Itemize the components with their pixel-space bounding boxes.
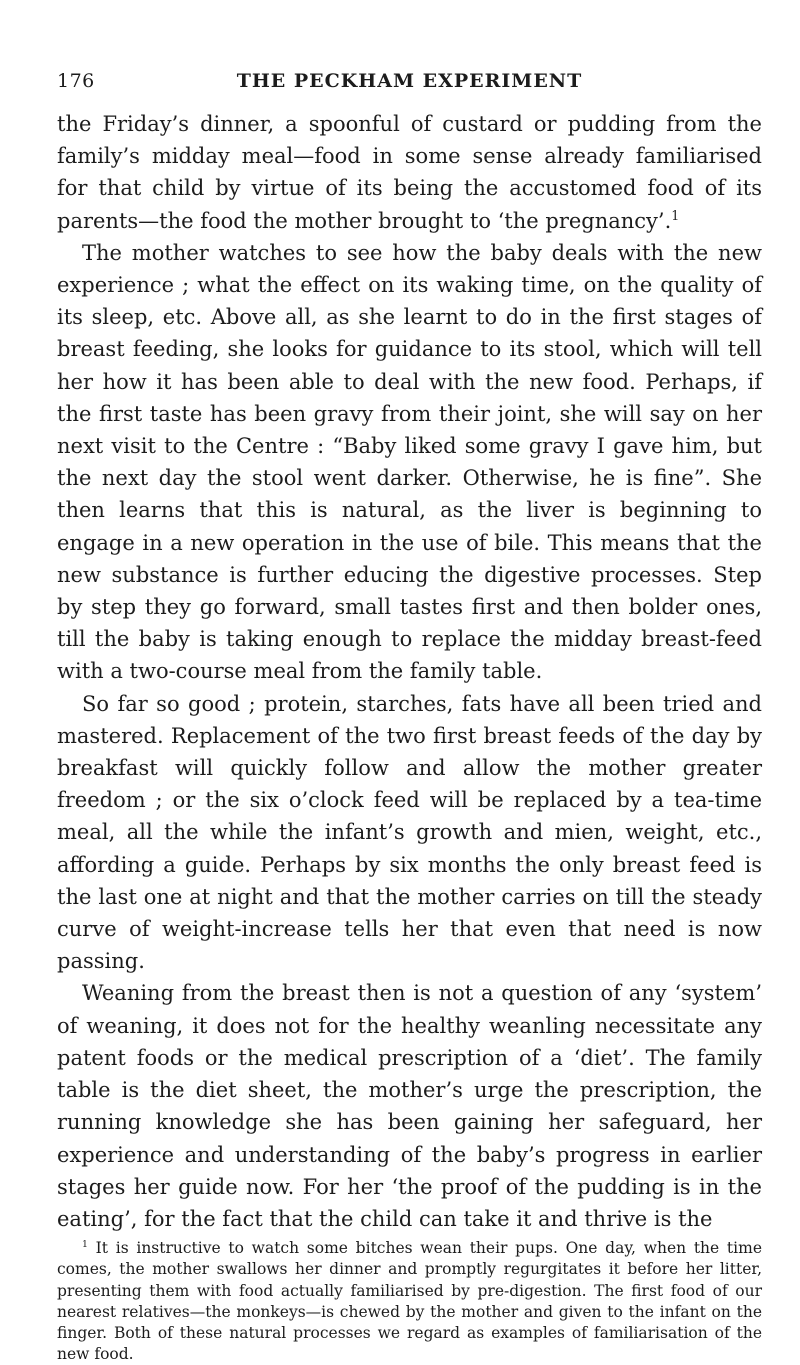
running-title: THE PECKHAM EXPERIMENT: [236, 70, 583, 92]
book-page: [57, 60, 762, 1365]
running-head: [57, 60, 762, 100]
footnote-1-text: It is instructive to watch some bitches wean their pups. One day, when the time comes, the mother swallows her dinner and promptly regurgitates it before her litter, presenting them with food actually familiarised by pre-digestion. The first food of our nearest relatives—the monkeys—is chewed by the mother and given to the infant on the finger. Both of these natural processes we regard as examples of familiarisation of the new food.: [57, 1239, 762, 1364]
footnote-marker: 1: [82, 1239, 88, 1251]
page-number: 176: [57, 70, 95, 92]
paragraph-4: Weaning from the breast then is not a question of any ‘system’ of weaning, it does not for the healthy weanling necessitate any patent foods or the medical prescription of a ‘diet’. The family table is the diet sheet, the mother’s urge the prescription, the running knowledge she has been gaining her safeguard, her experience and understanding of the baby’s progress in earlier stages her guide now. For her ‘the proof of the pudding is in the eating’, for the fact that the child can take it and thrive is the: [57, 981, 762, 1231]
paragraph-1: [57, 108, 762, 237]
footnotes: [57, 1238, 762, 1365]
footnote-reference: 1: [671, 207, 680, 223]
paragraph-2: The mother watches to see how the baby deals with the new experience ; what the effect on its waking time, on the quality of its sleep, etc. Above all, as she learnt to do in the first stages of breast feeding, she looks for guidance to its stool, which will tell her how it has been able to deal with the new food. Perhaps, if the first taste has been gravy from their joint, she will say on her next visit to the Centre : “Baby liked some gravy I gave him, but the next day the stool went darker. Otherwise, he is fine”. She then learns that this is natural, as the liver is beginning to engage in a new operation in the use of bile. This means that the new substance is further educing the digestive processes. Step by step they go forward, small tastes first and then bolder ones, till the baby is taking enough to replace the midday breast-feed with a two-course meal from the family table.: [57, 240, 762, 684]
paragraph-3: So far so good ; protein, starches, fats have all been tried and mastered. Replacement of the two first breast feeds of the day by breakfast will quickly follow and allow the mother greater freedom ; or the six o’clock feed will be replaced by a tea-time meal, all the while the infant’s growth and mien, weight, etc., affording a guide. Perhaps by six months the only breast feed is the last one at night and that the mother carries on till the steady curve of weight-increase tells her that even that need is now passing.: [57, 691, 762, 974]
paragraph-1-text: the Friday’s dinner, a spoonful of custard or pudding from the family’s midday meal—food in some sense already familiarised for that child by virtue of its being the accustomed food of its parents—the food the mother brought to ‘the pregnancy’.: [57, 112, 762, 233]
body-text: [57, 108, 762, 1235]
footnote-1: [57, 1238, 762, 1365]
